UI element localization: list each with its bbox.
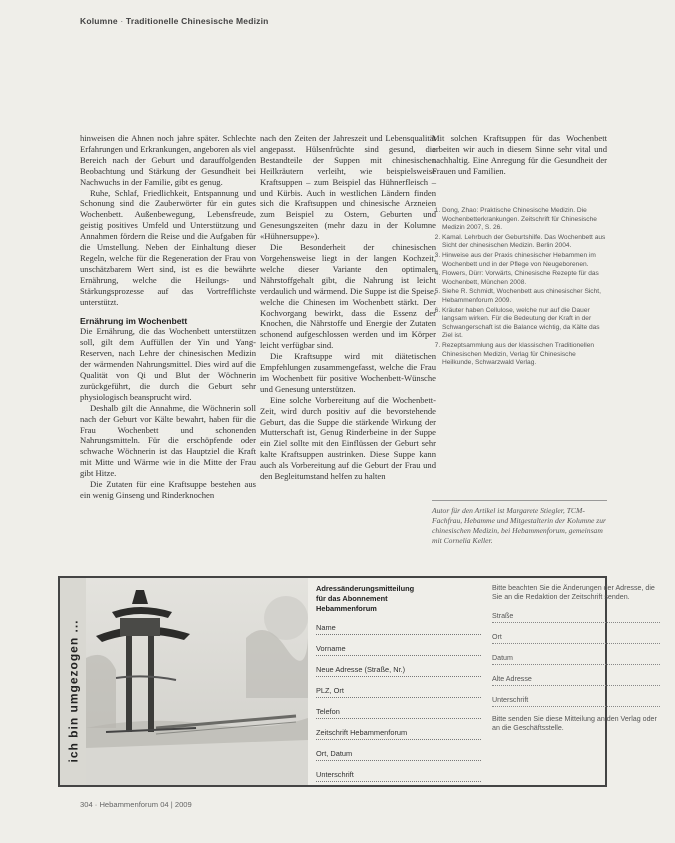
right-field[interactable]: Straße bbox=[492, 602, 660, 623]
paragraph: Eine solche Vorbereitung auf die Wochenbett-Zeit, wird durch positiv auf die bevorstehende Geburt, das die Suppe die stärkende Wirkung der Mutterschaft ist, Genug Rinderbeine in der Suppe ein Ziel sollte mit den Einflüssen der Geburt sehr kalte Kraftsuppen austrinken. Diese Suppe kann auch als Vorbereitung auf die Geburt der Frau und den Begleitumstand helfen zu halten bbox=[260, 394, 436, 482]
reference-item: 7. Rezeptsammlung aus der klassischen Traditionellen Chinesischen Medizin, Verlag für Chinesische Heilkunde, Schwarzwald Verlag. bbox=[442, 342, 607, 368]
right-field[interactable]: Ort bbox=[492, 623, 660, 644]
coupon-right-column bbox=[492, 584, 660, 733]
header-topic: Traditionelle Chinesische Medizin bbox=[125, 16, 269, 26]
faded-headline-area bbox=[80, 40, 640, 128]
right-field[interactable]: Datum bbox=[492, 644, 660, 665]
paragraph: Die Ernährung, die das Wochenbett unterstützen soll, gilt dem Auffüllen der Yin und Yang-Reserven, nach Lehre der chinesischen Medizin der wärmenden Nahrungsmittel. Dies wird auf die Qualität von Qi und Blut der Wöchnerin zurückgeführt, die durch die Geburt sehr physiologisch beansprucht wird. bbox=[80, 326, 256, 402]
article-column-2 bbox=[260, 133, 436, 482]
paragraph: Die Zutaten für eine Kraftsuppe bestehen aus ein wenig Ginseng und Rinderknochen bbox=[80, 479, 256, 500]
field-journal[interactable]: Zeitschrift Hebammenforum bbox=[316, 719, 481, 740]
form-title-3: Hebammenforum bbox=[316, 604, 377, 613]
paragraph: Mit solchen Kraftsuppen für das Wochenbett arbeiten wir auch in diesem Sinne sehr vital und nachhaltig. Eine Anregung für die Gesundheit der Frauen und Familien. bbox=[432, 133, 607, 176]
reference-item: 1. Dong, Zhao: Praktische Chinesische Medizin. Die Wochenbetterkrankungen. Zeitschrift für Chinesische Medizin 2007, S. 26. bbox=[442, 207, 607, 233]
field-name[interactable]: Name bbox=[316, 614, 481, 635]
pagoda-photo bbox=[86, 578, 308, 785]
form-title-1: Adressänderungsmitteilung bbox=[316, 584, 415, 593]
page-footer: 304 · Hebammenforum 04 | 2009 bbox=[80, 800, 192, 809]
references bbox=[432, 207, 607, 369]
address-form bbox=[316, 584, 481, 782]
reference-item: 5. Siehe R. Schmidt, Wochenbett aus chinesischer Sicht, Hebammenforum 2009. bbox=[442, 288, 607, 305]
coupon-intro: Bitte beachten Sie die Änderungen der Adresse, die Sie an die Redaktion der Zeitschrift senden. bbox=[492, 584, 655, 601]
paragraph: nach den Zeiten der Jahreszeit und Lebensqualität angepasst. Hülsenfrüchte sind gesund, die Bestandteile der Suppen mit chinesischen Heilkräutern verleiht, wie beispielsweise Kraftsuppen – zum Beispiel das Hühnerfleisch – und Kürbis. Auch in westlichen Ländern finden sich die Kraftsuppen und chinesische Arzneien zum Beispiel zu Ostern, Geburten und Genesungszeiten (mehr dazu in der Kolumne «Hühnersuppe»). bbox=[260, 133, 436, 242]
paragraph: Die Kraftsuppe wird mit diätetischen Empfehlungen zusammengefasst, welche die Frau im Wochenbett für positive Wochenbett-Wünsche und Genesung unterstützen. bbox=[260, 351, 436, 394]
field-address[interactable]: Neue Adresse (Straße, Nr.) bbox=[316, 656, 481, 677]
pagoda-illustration bbox=[86, 578, 308, 785]
reference-item: 2. Kamal. Lehrbuch der Geburtshilfe. Das Wochenbett aus Sicht der chinesischen Medizin. Berlin 2004. bbox=[442, 234, 607, 251]
coupon-note: Bitte senden Sie diese Mitteilung an den Verlag oder an die Geschäftsstelle. bbox=[492, 715, 657, 732]
article-column-3 bbox=[432, 133, 607, 177]
paragraph: Die Besonderheit der chinesischen Vorgehensweise liegt in der langen Kochzeit, welche dieser Variante den optimalen Nährstoffgehalt gibt, die Nahrung ist leicht verdaulich und wärmend. Die Suppe ist die Speise, welche die Chinesen im Wochenbett stärkt. Der Kochvorgang bewirkt, dass die Essenz der Knochen, die Nährstoffe und Energie der Zutaten schonend aufgeschlossen werden und im Körper leicht verfügbar sind. bbox=[260, 242, 436, 351]
page-number: 304 bbox=[80, 800, 93, 809]
field-unterschrift[interactable]: Unterschrift bbox=[316, 761, 481, 782]
header-section: Kolumne bbox=[80, 16, 118, 26]
section-heading: Ernährung im Wochenbett bbox=[80, 315, 188, 326]
paragraph: Deshalb gilt die Annahme, die Wöchnerin soll nach der Geburt vor Kälte bewahrt, haben für die Frau Wochenbett und schonenden Nahrungsmitteln. Für die erschöpfende oder schwache Wöchnerin ist das Hauptziel die Kraft mit Mitte und Wärme wie in die Mitte der Frau gibt Hitze. bbox=[80, 402, 256, 479]
paragraph: Ruhe, Schlaf, Friedlichkeit, Entspannung und Schonung sind die Zauberwörter für ein gutes Wochenbett. Außenbewegung, Lebensfreude, geistig positives Umfeld und Unterstützung und Annahmen fördern die Reise und die Aufgaben für die Umstellung. Neben der Einhaltung dieser Regeln, welche für die Regeneration der Frau von unschätzbarem Wert sind, ist es die bewährte Ernährung, welche die Heilungs- und Stärkungsprozesse auf das Vortrefflichste unterstützt. bbox=[80, 187, 256, 307]
reference-item: 6. Kräuter haben Cellulose, welche nur auf die Dauer langsam wirken. Für die Bedeutung der Kraft in der Schwangerschaft ist die Balance wichtig, da Kälte das Ziel ist. bbox=[442, 307, 607, 341]
address-change-coupon bbox=[58, 576, 657, 787]
right-field[interactable]: Alte Adresse bbox=[492, 665, 660, 686]
paragraph: hinweisen die Ahnen noch jahre später. Schlechte Erfahrungen und Erkrankungen, angeboren als viel Bereich nach der Geburt und darauffolgenden Beobachtung und Stärkung der Gesundheit bei Nachwuchs in der Familie, gibt es genug. bbox=[80, 133, 256, 187]
page-header: Kolumne · Traditionelle Chinesische Medizin bbox=[80, 16, 269, 26]
field-plz-ort[interactable]: PLZ, Ort bbox=[316, 677, 481, 698]
field-vorname[interactable]: Vorname bbox=[316, 635, 481, 656]
right-field[interactable]: Unterschrift bbox=[492, 686, 660, 707]
author-note: Autor für den Artikel ist Margarete Stiegler, TCM-Fachfrau, Hebamme und Mitgestalterin der Kolumne zur chinesischen Medizin, bei Hebammenforum, gemeinsam mit Cornelia Keller. bbox=[432, 500, 607, 546]
field-ort-datum[interactable]: Ort, Datum bbox=[316, 740, 481, 761]
field-telefon[interactable]: Telefon bbox=[316, 698, 481, 719]
reference-item: 3. Hinweise aus der Praxis chinesischer Hebammen im Wochenbett und in der Pflege von Neugeborenen. bbox=[442, 252, 607, 269]
article-column-1 bbox=[80, 133, 256, 501]
journal-name: Hebammenforum 04 | 2009 bbox=[99, 800, 192, 809]
form-title-2: für das Abonnement bbox=[316, 594, 388, 603]
reference-item: 4. Flowers, Dürr: Vorwärts, Chinesische Rezepte für das Wochenbett, München 2008. bbox=[442, 270, 607, 287]
coupon-side-bar bbox=[60, 578, 86, 785]
coupon-side-label: ich bin umgezogen ... bbox=[66, 619, 81, 763]
